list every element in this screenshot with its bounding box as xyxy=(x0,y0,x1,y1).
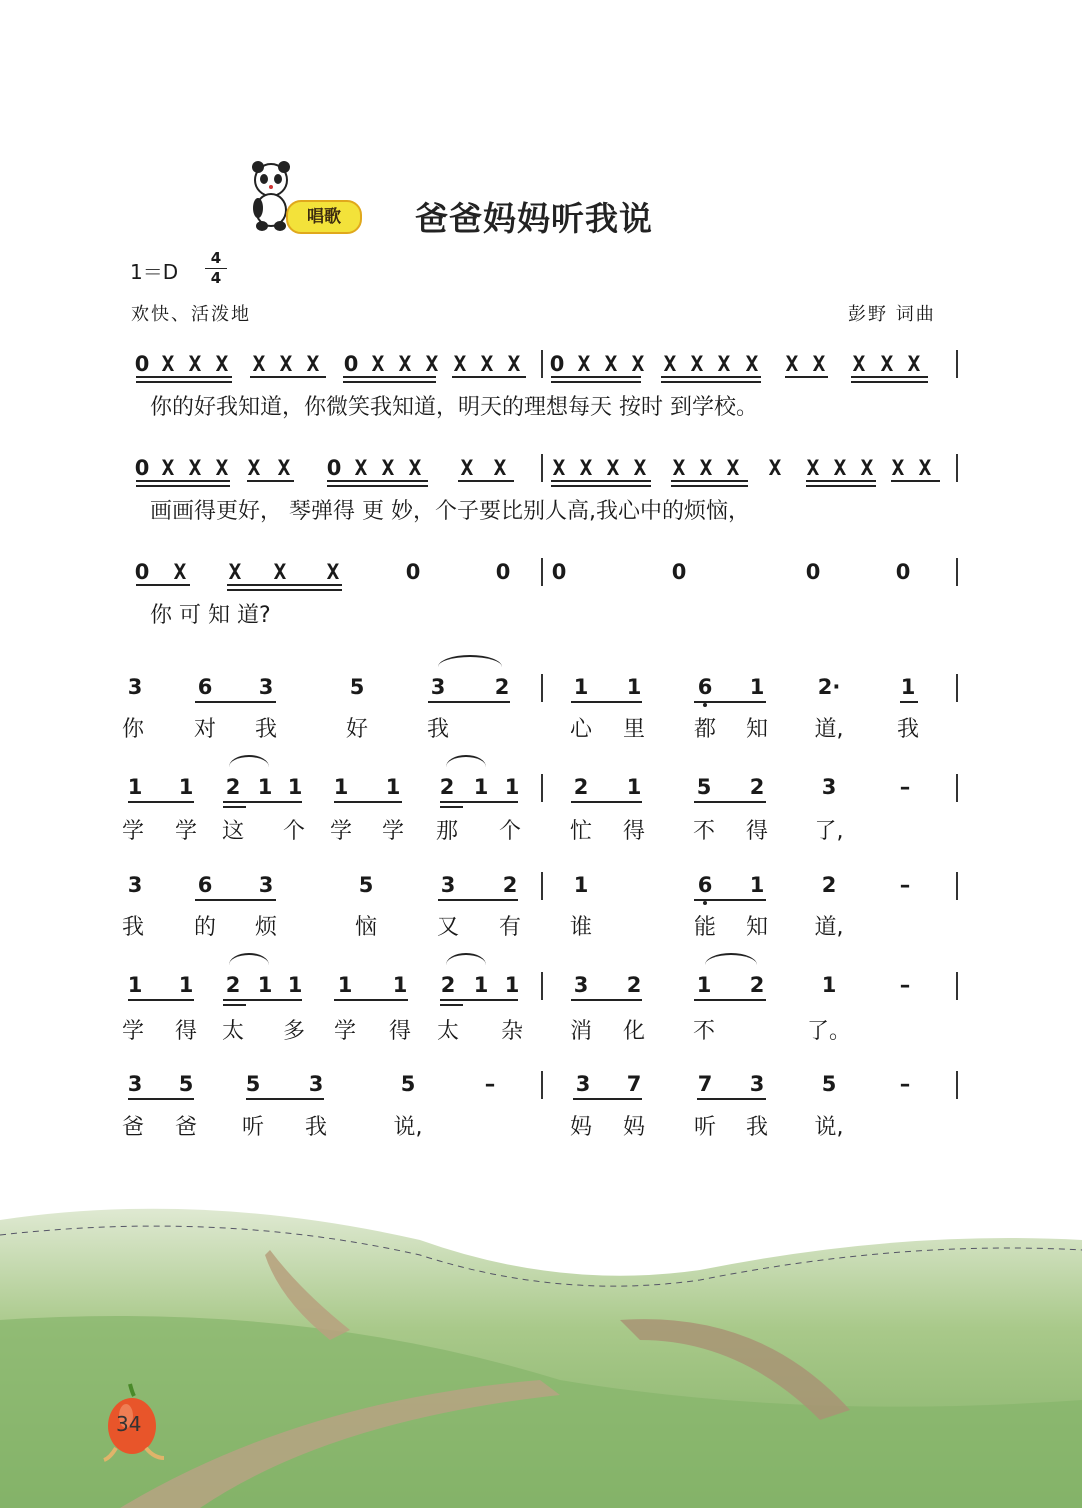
sing-badge: 唱歌 xyxy=(286,200,362,234)
rhythm-beat: X xyxy=(173,560,187,584)
note: 2 xyxy=(439,775,455,799)
sustain-dash: – xyxy=(899,873,911,897)
underline xyxy=(438,899,518,901)
barline xyxy=(956,558,958,586)
rhythm-beat: X xyxy=(663,352,677,376)
underline xyxy=(785,376,828,378)
lyric-char: 我 xyxy=(304,1115,328,1140)
barline xyxy=(956,350,958,378)
rhythm-beat: X xyxy=(785,352,799,376)
rhythm-beat: X xyxy=(273,560,287,584)
note: 3 xyxy=(308,1072,324,1096)
lyric-char: 化 xyxy=(622,1019,646,1044)
note: 2 xyxy=(502,873,518,897)
underline xyxy=(851,376,928,378)
lyric-line: 你 可 知 道? xyxy=(150,603,271,628)
underline xyxy=(227,584,342,586)
rest-mark: 0 xyxy=(134,560,150,584)
underline xyxy=(136,584,190,586)
lyric-char: 道, xyxy=(814,915,844,940)
note: 1 xyxy=(504,973,520,997)
rhythm-beat: X xyxy=(918,456,932,480)
lyric-char: 学 xyxy=(329,819,353,844)
underline xyxy=(551,376,641,378)
rhythm-beat: X xyxy=(507,352,521,376)
underline xyxy=(327,480,428,482)
note: 1 xyxy=(749,675,765,699)
sustain-dash: – xyxy=(899,1072,911,1096)
rhythm-beat: X xyxy=(768,456,782,480)
barline xyxy=(541,972,543,1000)
underline xyxy=(697,1098,766,1100)
barline xyxy=(956,774,958,802)
note: 7 xyxy=(626,1072,642,1096)
note: 1 xyxy=(337,973,353,997)
note: 3 xyxy=(258,873,274,897)
rest-mark: 0 xyxy=(134,352,150,376)
underline xyxy=(136,381,232,383)
rhythm-beat: X xyxy=(161,456,175,480)
note: 3 xyxy=(821,775,837,799)
note: 1 xyxy=(392,973,408,997)
underline xyxy=(227,589,342,591)
lyric-char: 得 xyxy=(174,1019,198,1044)
rhythm-beat: X xyxy=(690,352,704,376)
lyric-char: 学 xyxy=(121,1019,145,1044)
underline xyxy=(250,376,326,378)
lyric-char: 太 xyxy=(436,1019,460,1044)
note: 2 xyxy=(440,973,456,997)
note: 6 xyxy=(697,873,713,897)
note: 1 xyxy=(900,675,916,699)
rhythm-beat: X xyxy=(354,456,368,480)
rhythm-beat: X xyxy=(371,352,385,376)
rhythm-beat: X xyxy=(631,352,645,376)
lyric-char: 说, xyxy=(814,1115,844,1140)
underline xyxy=(195,899,276,901)
barline xyxy=(956,454,958,482)
rhythm-beat: X xyxy=(812,352,826,376)
rhythm-beat: X xyxy=(907,352,921,376)
note: 5 xyxy=(349,675,365,699)
lyric-line: 你的好我知道，你微笑我知道，明天的理想每天 按时 到学校。 xyxy=(150,395,758,420)
key-signature: 1＝D xyxy=(130,260,179,284)
lyric-char: 个 xyxy=(498,819,522,844)
octave-dot xyxy=(703,703,707,707)
note: 1 xyxy=(287,973,303,997)
rhythm-beat: X xyxy=(247,456,261,480)
rest-mark: 0 xyxy=(134,456,150,480)
underline xyxy=(806,480,876,482)
lyric-char: 好 xyxy=(345,717,369,742)
barline xyxy=(541,350,543,378)
lyric-char: 都 xyxy=(693,717,717,742)
note: 1 xyxy=(385,775,401,799)
note: 1 xyxy=(287,775,303,799)
note: 5 xyxy=(696,775,712,799)
underline xyxy=(128,801,194,803)
lyric-char: 得 xyxy=(388,1019,412,1044)
underline xyxy=(661,381,761,383)
underline xyxy=(195,701,276,703)
rest-mark: 0 xyxy=(895,560,911,584)
rhythm-beat: X xyxy=(745,352,759,376)
lyric-char: 得 xyxy=(745,819,769,844)
note: 1 xyxy=(178,973,194,997)
underline xyxy=(551,485,651,487)
slur-mark xyxy=(229,755,269,767)
note: 1 xyxy=(333,775,349,799)
rest-mark: 0 xyxy=(551,560,567,584)
lyric-line: 画画得更好， 琴弹得 更 妙，个子要比别人高,我心中的烦恼， xyxy=(150,499,750,524)
note: 2· xyxy=(817,675,841,699)
lyric-char: 能 xyxy=(693,915,717,940)
rhythm-beat: X xyxy=(891,456,905,480)
note: 2 xyxy=(821,873,837,897)
note: 6 xyxy=(197,873,213,897)
time-signature xyxy=(205,250,227,287)
underline xyxy=(440,801,518,803)
note: 1 xyxy=(821,973,837,997)
underline xyxy=(671,485,748,487)
rhythm-beat: X xyxy=(188,352,202,376)
lyric-char: 我 xyxy=(745,1115,769,1140)
underline xyxy=(136,376,232,378)
barline xyxy=(541,454,543,482)
rhythm-beat: X xyxy=(161,352,175,376)
tempo-marking: 欢快、活泼地 xyxy=(131,304,251,325)
underline xyxy=(551,480,651,482)
underline xyxy=(136,485,230,487)
sustain-dash: – xyxy=(484,1072,496,1096)
rhythm-beat: X xyxy=(228,560,242,584)
rhythm-beat: X xyxy=(880,352,894,376)
slur-mark xyxy=(229,953,269,965)
lyric-char: 杂 xyxy=(500,1019,524,1044)
note: 1 xyxy=(504,775,520,799)
rhythm-beat: X xyxy=(633,456,647,480)
rhythm-beat: X xyxy=(577,352,591,376)
note: 3 xyxy=(258,675,274,699)
lyric-char: 我 xyxy=(254,717,278,742)
note: 1 xyxy=(749,873,765,897)
underline xyxy=(136,480,230,482)
lyric-char: 了。 xyxy=(806,1019,852,1044)
lyric-char: 谁 xyxy=(569,915,593,940)
barline xyxy=(956,674,958,702)
lyric-char: 忙 xyxy=(569,819,593,844)
rhythm-beat: X xyxy=(215,352,229,376)
note: 1 xyxy=(127,973,143,997)
slur-mark xyxy=(446,953,486,965)
underline xyxy=(343,376,436,378)
rhythm-beat: X xyxy=(579,456,593,480)
underline xyxy=(440,806,463,808)
barline xyxy=(541,872,543,900)
note: 5 xyxy=(358,873,374,897)
lyric-char: 那 xyxy=(435,819,459,844)
rhythm-beat: X xyxy=(398,352,412,376)
rhythm-beat: X xyxy=(672,456,686,480)
barline xyxy=(541,1071,543,1099)
underline xyxy=(247,480,294,482)
lyric-char: 我 xyxy=(426,717,450,742)
slur-mark xyxy=(705,953,757,965)
barline xyxy=(541,558,543,586)
sustain-dash: – xyxy=(899,973,911,997)
note: 1 xyxy=(573,873,589,897)
note: 3 xyxy=(749,1072,765,1096)
lyric-char: 知 xyxy=(745,915,769,940)
lyric-char: 有 xyxy=(498,915,522,940)
underline xyxy=(128,999,194,1001)
lyric-char: 消 xyxy=(569,1019,593,1044)
rhythm-beat: X xyxy=(425,352,439,376)
lyric-char: 学 xyxy=(333,1019,357,1044)
rhythm-beat: X xyxy=(806,456,820,480)
lyric-char: 又 xyxy=(436,915,460,940)
underline xyxy=(327,485,428,487)
rhythm-beat: X xyxy=(453,352,467,376)
barline xyxy=(541,674,543,702)
rhythm-beat: X xyxy=(860,456,874,480)
underline xyxy=(452,376,526,378)
lyric-char: 说, xyxy=(393,1115,423,1140)
underline xyxy=(573,1098,642,1100)
lyric-char: 道, xyxy=(814,717,844,742)
lyric-char: 听 xyxy=(693,1115,717,1140)
rest-mark: 0 xyxy=(326,456,342,480)
rhythm-beat: X xyxy=(279,352,293,376)
lyric-char: 对 xyxy=(193,717,217,742)
underline xyxy=(571,999,642,1001)
underline xyxy=(806,485,876,487)
lyric-char: 我 xyxy=(896,717,920,742)
lyric-char: 学 xyxy=(174,819,198,844)
lyricist-composer: 彭野 词曲 xyxy=(848,304,936,325)
rest-mark: 0 xyxy=(805,560,821,584)
time-signature-bottom: 4 xyxy=(210,269,222,287)
note: 1 xyxy=(626,675,642,699)
underline xyxy=(571,701,642,703)
rest-mark: 0 xyxy=(495,560,511,584)
underline xyxy=(851,381,928,383)
rhythm-beat: X xyxy=(833,456,847,480)
underline xyxy=(223,801,302,803)
underline xyxy=(223,999,302,1001)
octave-dot xyxy=(703,901,707,905)
note: 3 xyxy=(127,873,143,897)
underline xyxy=(551,381,641,383)
barline xyxy=(956,972,958,1000)
underline xyxy=(223,806,246,808)
rhythm-beat: X xyxy=(408,456,422,480)
rhythm-beat: X xyxy=(215,456,229,480)
rhythm-beat: X xyxy=(277,456,291,480)
underline xyxy=(458,480,514,482)
rest-mark: 0 xyxy=(343,352,359,376)
underline xyxy=(334,999,408,1001)
note: 2 xyxy=(573,775,589,799)
rhythm-beat: X xyxy=(480,352,494,376)
underline xyxy=(343,381,436,383)
lyric-char: 心 xyxy=(569,717,593,742)
time-signature-top: 4 xyxy=(210,249,222,267)
note: 1 xyxy=(178,775,194,799)
lyric-char: 不 xyxy=(692,819,716,844)
rest-mark: 0 xyxy=(549,352,565,376)
lyric-char: 知 xyxy=(745,717,769,742)
rhythm-beat: X xyxy=(717,352,731,376)
lyric-char: 太 xyxy=(221,1019,245,1044)
note: 2 xyxy=(626,973,642,997)
lyric-char: 这 xyxy=(221,819,245,844)
lyric-char: 学 xyxy=(121,819,145,844)
note: 2 xyxy=(749,775,765,799)
lyric-char: 爸 xyxy=(121,1115,145,1140)
note: 1 xyxy=(626,775,642,799)
underline xyxy=(428,701,510,703)
song-title: 爸爸妈妈听我说 xyxy=(415,199,653,238)
note: 1 xyxy=(696,973,712,997)
note: 1 xyxy=(127,775,143,799)
rhythm-beat: X xyxy=(699,456,713,480)
rhythm-beat: X xyxy=(252,352,266,376)
barline xyxy=(956,1071,958,1099)
note: 5 xyxy=(400,1072,416,1096)
underline xyxy=(334,801,402,803)
underline xyxy=(891,480,940,482)
rhythm-beat: X xyxy=(306,352,320,376)
rhythm-beat: X xyxy=(381,456,395,480)
underline xyxy=(694,801,766,803)
lyric-char: 不 xyxy=(692,1019,716,1044)
lyric-char: 我 xyxy=(121,915,145,940)
note: 6 xyxy=(197,675,213,699)
rest-mark: 0 xyxy=(671,560,687,584)
note: 1 xyxy=(473,973,489,997)
lyric-char: 多 xyxy=(282,1019,306,1044)
sustain-dash: – xyxy=(899,775,911,799)
note: 3 xyxy=(430,675,446,699)
rhythm-beat: X xyxy=(604,352,618,376)
note: 3 xyxy=(127,675,143,699)
note: 5 xyxy=(821,1072,837,1096)
lyric-char: 恼 xyxy=(354,915,378,940)
lyric-char: 你 xyxy=(121,717,145,742)
rhythm-beat: X xyxy=(460,456,474,480)
page-number: 34 xyxy=(116,1412,142,1436)
underline xyxy=(661,376,761,378)
lyric-char: 个 xyxy=(282,819,306,844)
underline xyxy=(246,1098,324,1100)
note: 1 xyxy=(573,675,589,699)
rhythm-beat: X xyxy=(726,456,740,480)
underline xyxy=(694,999,766,1001)
lyric-char: 妈 xyxy=(622,1115,646,1140)
underline xyxy=(440,1004,463,1006)
note: 2 xyxy=(494,675,510,699)
lyric-char: 听 xyxy=(241,1115,265,1140)
note: 3 xyxy=(127,1072,143,1096)
rhythm-beat: X xyxy=(493,456,507,480)
underline xyxy=(671,480,748,482)
note: 1 xyxy=(473,775,489,799)
rhythm-beat: X xyxy=(188,456,202,480)
slur-mark xyxy=(438,655,502,667)
note: 5 xyxy=(178,1072,194,1096)
lyric-char: 妈 xyxy=(569,1115,593,1140)
note: 2 xyxy=(225,973,241,997)
underline xyxy=(128,1098,194,1100)
slur-mark xyxy=(446,755,486,767)
lyric-char: 里 xyxy=(622,717,646,742)
note: 1 xyxy=(257,973,273,997)
rest-mark: 0 xyxy=(405,560,421,584)
underline xyxy=(223,1004,246,1006)
note: 3 xyxy=(440,873,456,897)
note: 1 xyxy=(257,775,273,799)
underline xyxy=(900,701,918,703)
note: 3 xyxy=(573,973,589,997)
lyric-char: 了, xyxy=(814,819,844,844)
note: 2 xyxy=(225,775,241,799)
lyric-char: 烦 xyxy=(254,915,278,940)
underline xyxy=(571,801,642,803)
lyric-char: 的 xyxy=(193,915,217,940)
note: 3 xyxy=(575,1072,591,1096)
barline xyxy=(541,774,543,802)
note: 7 xyxy=(697,1072,713,1096)
lyric-char: 学 xyxy=(381,819,405,844)
lyric-char: 爸 xyxy=(174,1115,198,1140)
rhythm-beat: X xyxy=(606,456,620,480)
barline xyxy=(956,872,958,900)
lyric-char: 得 xyxy=(622,819,646,844)
note: 5 xyxy=(245,1072,261,1096)
rhythm-beat: X xyxy=(852,352,866,376)
rhythm-beat: X xyxy=(326,560,340,584)
underline xyxy=(440,999,518,1001)
note: 6 xyxy=(697,675,713,699)
rhythm-beat: X xyxy=(552,456,566,480)
note: 2 xyxy=(749,973,765,997)
